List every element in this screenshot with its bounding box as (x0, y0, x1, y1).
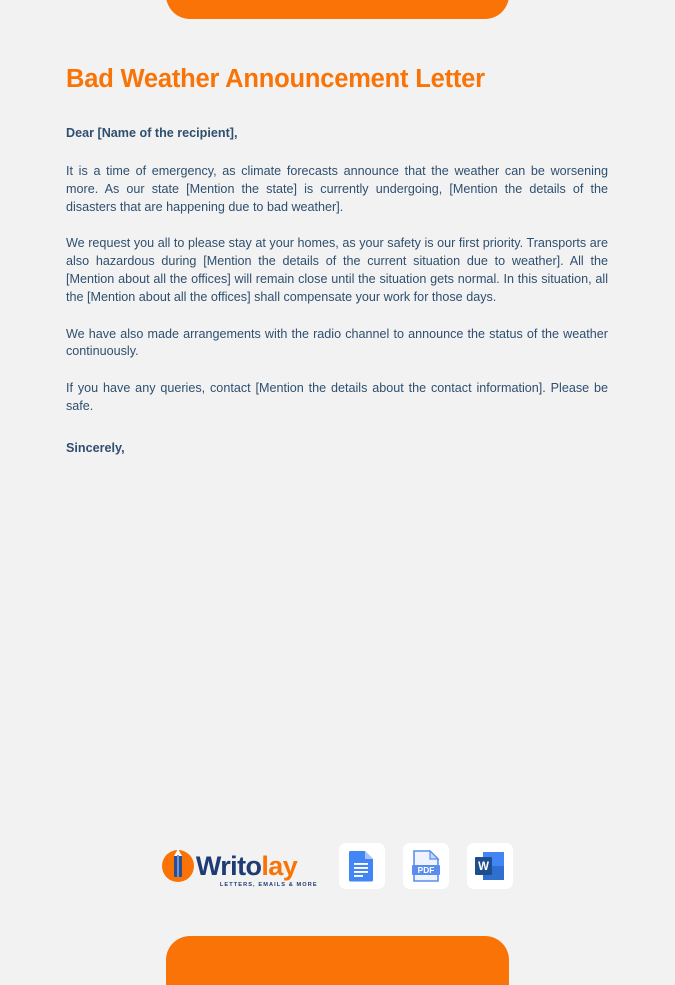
download-word-button[interactable] (467, 843, 513, 889)
word-label: W (478, 861, 490, 873)
letter-signoff: Sincerely, (66, 440, 125, 455)
letter-paragraph-3: We have also made arrangements with the radio channel to announce the status of the weather continuously. (66, 326, 608, 359)
logo-tagline: LETTERS, EMAILS & MORE (219, 881, 318, 888)
letter-paragraph-4: If you have any queries, contact [Mention the details about the contact information]. Please be safe. (66, 381, 608, 413)
pdf-label: PDF (417, 864, 435, 875)
logo-word-part-2: lay (261, 850, 298, 881)
footer-bar (0, 838, 675, 894)
letter-salutation: Dear [Name of the recipient], (66, 126, 238, 140)
page-title: Bad Weather Announcement Letter (66, 65, 485, 93)
download-google-docs-button[interactable] (339, 843, 385, 889)
bottom-cta-banner[interactable] (166, 936, 509, 985)
logo-wordmark (196, 851, 297, 881)
letter-paragraph-2: We request you all to please stay at your homes, as your safety is our first priority. Transports are also hazardous during [Mention the details of the current situation due to weather]. All the [Mention about all the offices] will remain close until the situation gets normal. In this situation, all the [Mention about all the offices] shall compensate your work for those days. (66, 236, 608, 304)
pdf-file-icon (412, 850, 440, 882)
word-file-icon (475, 850, 505, 882)
google-docs-icon (349, 850, 375, 882)
download-pdf-button[interactable] (403, 843, 449, 889)
writolay-logo[interactable] (162, 846, 318, 888)
letter-paragraph-1: It is a time of emergency, as climate forecasts announce that the weather can be worsening more. As our state [Mention the state] is currently undergoing, [Mention the details of the disasters that are happening due to bad weather]. (66, 164, 608, 214)
letter-body (66, 64, 608, 457)
top-cta-banner[interactable] (166, 0, 509, 19)
logo-word-part-1: Writo (195, 850, 262, 881)
